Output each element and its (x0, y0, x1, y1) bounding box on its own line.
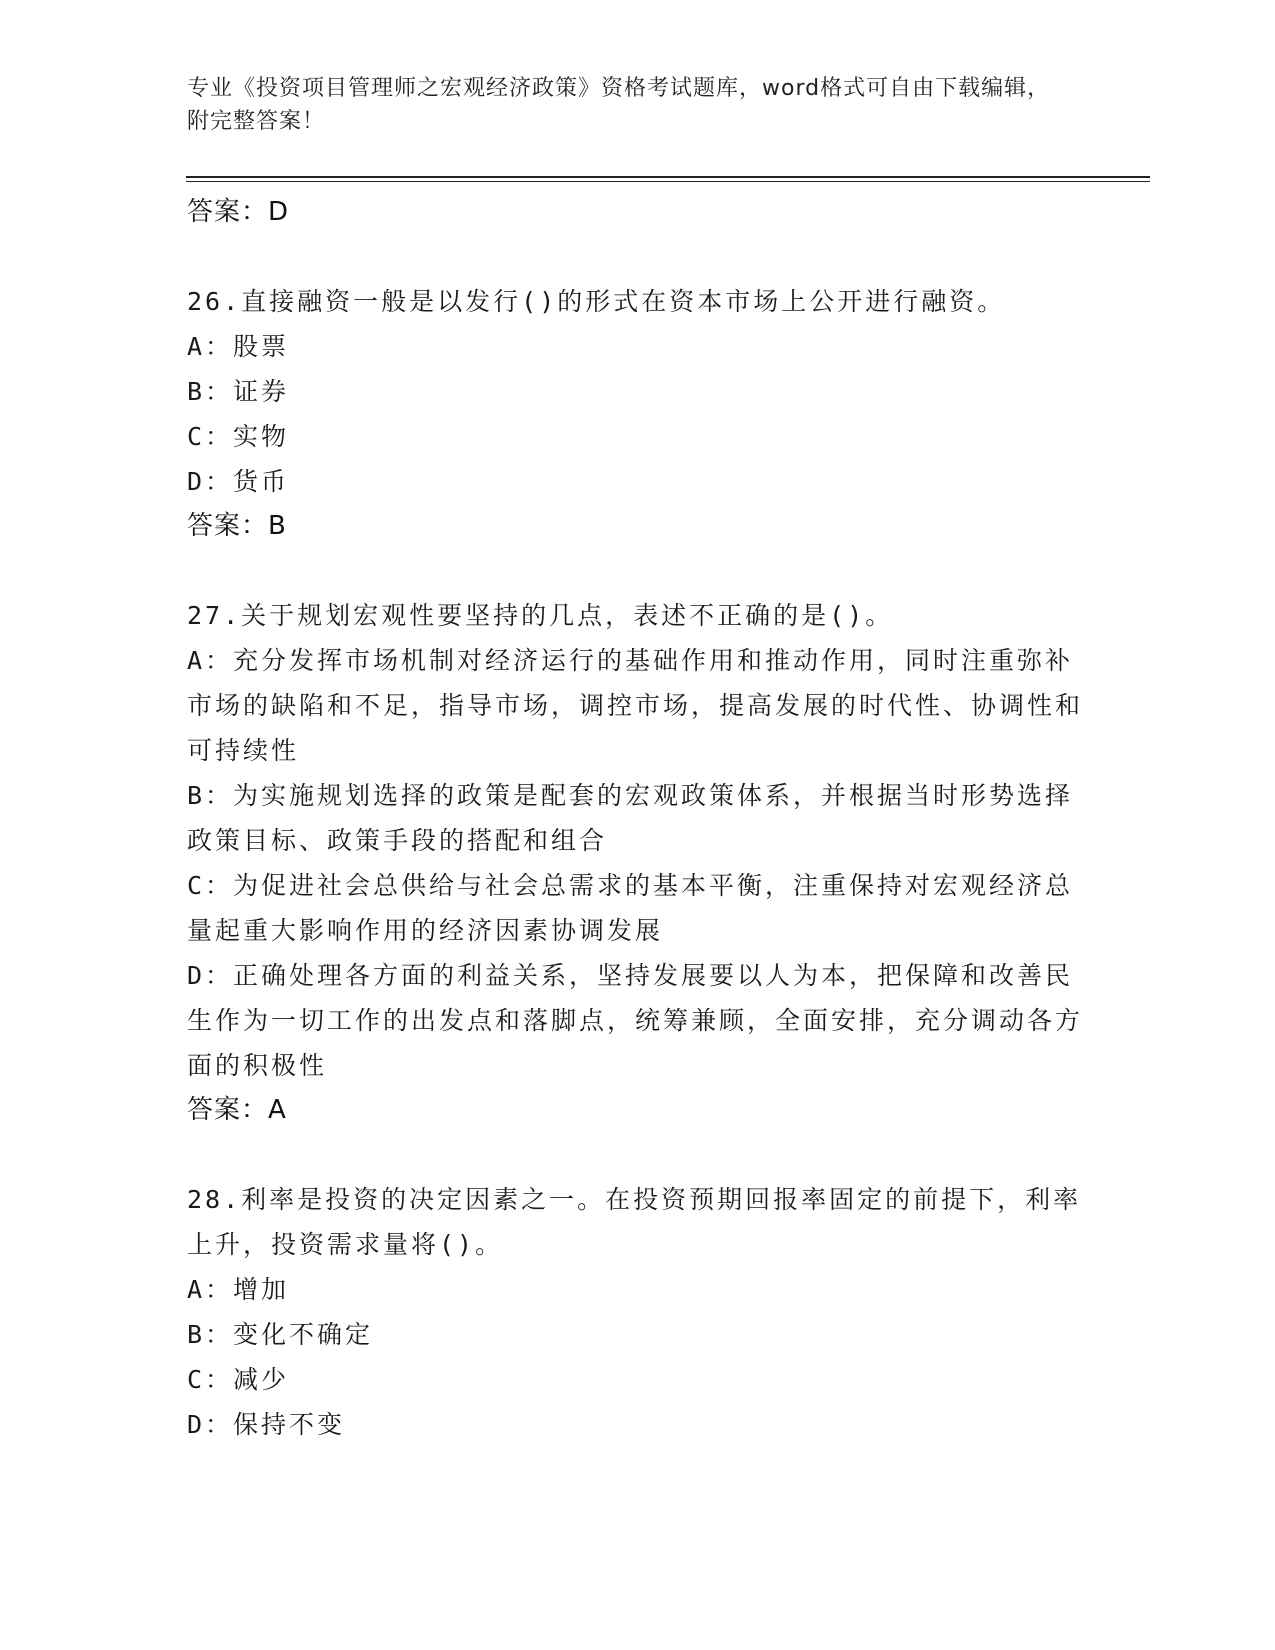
spacer (187, 549, 1087, 593)
answer-line: 答案：B (187, 511, 287, 541)
option-c: C：实物 (187, 422, 290, 451)
option-a: A：充分发挥市场机制对经济运行的基础作用和推动作用，同时注重弥补市场的缺陷和不足，指导市场，调控市场，提高发展的时代性、协调性和可持续性 (187, 646, 1084, 765)
question-27 (187, 593, 1087, 1133)
question-26 (187, 279, 1087, 549)
option-b: B：变化不确定 (187, 1320, 374, 1349)
header-divider-thin (186, 181, 1150, 182)
option-c: C：为促进社会总供给与社会总需求的基本平衡，注重保持对宏观经济总量起重大影响作用的经济因素协调发展 (187, 871, 1074, 945)
header-divider-thick (186, 176, 1150, 178)
option-a: A：股票 (187, 332, 290, 361)
document-header: 专业《投资项目管理师之宏观经济政策》资格考试题库，word格式可自由下载编辑，附完整答案！ (187, 76, 1051, 134)
option-a: A：增加 (187, 1275, 290, 1304)
question-stem: 26.直接融资一般是以发行()的形式在资本市场上公开进行融资。 (187, 287, 1006, 316)
option-b: B：为实施规划选择的政策是配套的宏观政策体系，并根据当时形势选择政策目标、政策手段的搭配和组合 (187, 781, 1074, 855)
question-28 (187, 1177, 1087, 1447)
option-d: D：货币 (187, 467, 290, 496)
spacer (187, 235, 1087, 279)
option-b: B：证券 (187, 377, 290, 406)
question-content (187, 190, 1087, 1447)
answer-line: 答案：A (187, 1095, 287, 1125)
option-d: D：正确处理各方面的利益关系，坚持发展要以人为本，把保障和改善民生作为一切工作的出发点和落脚点，统筹兼顾，全面安排，充分调动各方面的积极性 (187, 961, 1084, 1080)
question-stem: 28.利率是投资的决定因素之一。在投资预期回报率固定的前提下，利率上升，投资需求量将()。 (187, 1185, 1082, 1259)
option-c: C：减少 (187, 1365, 290, 1394)
question-stem: 27.关于规划宏观性要坚持的几点，表述不正确的是()。 (187, 601, 894, 630)
option-d: D：保持不变 (187, 1410, 346, 1439)
spacer (187, 1133, 1087, 1177)
answer-line: 答案：D (187, 197, 290, 227)
